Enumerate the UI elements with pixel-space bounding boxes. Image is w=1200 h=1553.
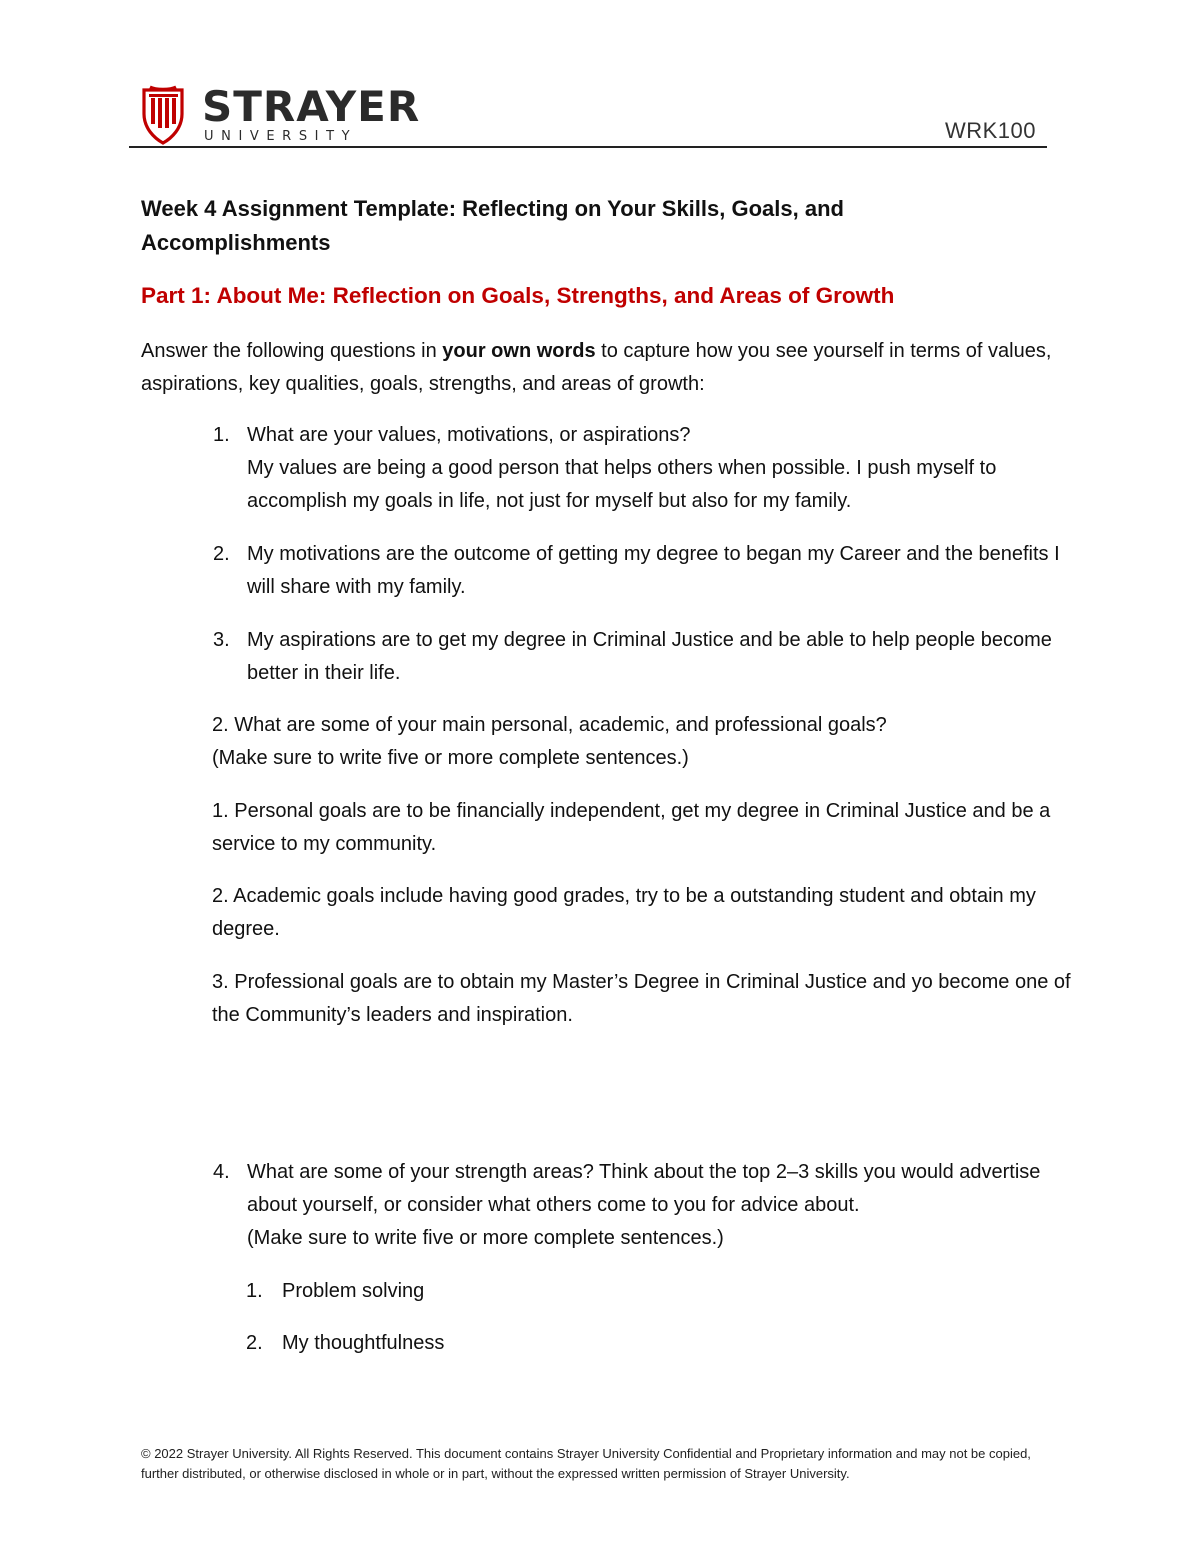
question-2-text: 2. What are some of your main personal, academic, and professional goals? bbox=[212, 714, 887, 736]
question-1-number: 1. bbox=[213, 424, 230, 446]
shield-logo-icon bbox=[140, 84, 186, 146]
course-code: WRK100 bbox=[944, 118, 1036, 143]
question-4-number: 4. bbox=[213, 1161, 230, 1183]
list-item-number: 3. bbox=[213, 629, 230, 651]
strayer-logo bbox=[140, 82, 421, 148]
goal-answer bbox=[212, 880, 1072, 946]
document-title: Week 4 Assignment Template: Reflecting on Your Skills, Goals, and Accomplishments bbox=[141, 196, 844, 255]
list-item-text: My motivations are the outcome of getting my degree to began my Career and the benefits I will share with my family. bbox=[247, 543, 1060, 598]
goal-answer bbox=[212, 966, 1072, 1032]
question-2 bbox=[212, 709, 1072, 775]
strength-item bbox=[246, 1327, 1046, 1360]
question-1-text: What are your values, motivations, or aspirations? bbox=[247, 424, 691, 446]
goal-answer-professional: 3. Professional goals are to obtain my Master’s Degree in Criminal Justice and yo become one of the Community’s leaders and inspiration. bbox=[212, 971, 1071, 1026]
intro-text-start: Answer the following questions in bbox=[141, 340, 443, 362]
goal-answer-personal: 1. Personal goals are to be financially independent, get my degree in Criminal Justice and be a service to my community. bbox=[212, 800, 1051, 855]
list-item-text: My aspirations are to get my degree in Criminal Justice and be able to help people become better in their life. bbox=[247, 629, 1052, 684]
header-divider bbox=[129, 146, 1047, 148]
strength-item-text: Problem solving bbox=[282, 1280, 425, 1302]
part1-intro bbox=[141, 335, 1061, 401]
strength-item-text: My thoughtfulness bbox=[282, 1332, 445, 1354]
goal-answer bbox=[212, 795, 1072, 861]
logo-subtitle: UNIVERSITY bbox=[204, 129, 358, 144]
logo-wordmark: STRAYER bbox=[202, 82, 421, 131]
question-2-note: (Make sure to write five or more complete sentences.) bbox=[212, 747, 689, 769]
copyright-footer: © 2022 Strayer University. All Rights Reserved. This document contains Strayer University Confidential and Proprietary information and may not be copied, further distributed, or otherwise disclosed in whole or in part, without the expressed written permission of Strayer University. bbox=[141, 1446, 1031, 1481]
question-4-text: What are some of your strength areas? Think about the top 2–3 skills you would advertise about yourself, or consider what others come to you for advice about. bbox=[247, 1161, 1041, 1216]
question-4-note: (Make sure to write five or more complete sentences.) bbox=[247, 1227, 724, 1249]
list-item bbox=[213, 538, 1063, 604]
list-item bbox=[213, 624, 1063, 690]
intro-emphasis: your own words bbox=[442, 340, 596, 362]
strength-item bbox=[246, 1275, 1046, 1308]
intro-text-end: to capture how you see yourself in terms of values, aspirations, key qualities, goals, strengths, and areas of growth: bbox=[141, 340, 1052, 395]
question-4 bbox=[213, 1156, 1063, 1255]
list-item-number: 2. bbox=[213, 543, 230, 565]
question-1-answer: My values are being a good person that helps others when possible. I push myself to accomplish my goals in life, not just for myself but also for my family. bbox=[247, 457, 997, 512]
strength-item-number: 1. bbox=[246, 1280, 263, 1302]
question-1 bbox=[213, 419, 1063, 518]
part1-heading: Part 1: About Me: Reflection on Goals, Strengths, and Areas of Growth bbox=[141, 283, 895, 308]
strength-item-number: 2. bbox=[246, 1332, 263, 1354]
goal-answer-academic: 2. Academic goals include having good grades, try to be a outstanding student and obtain my degree. bbox=[212, 885, 1036, 940]
